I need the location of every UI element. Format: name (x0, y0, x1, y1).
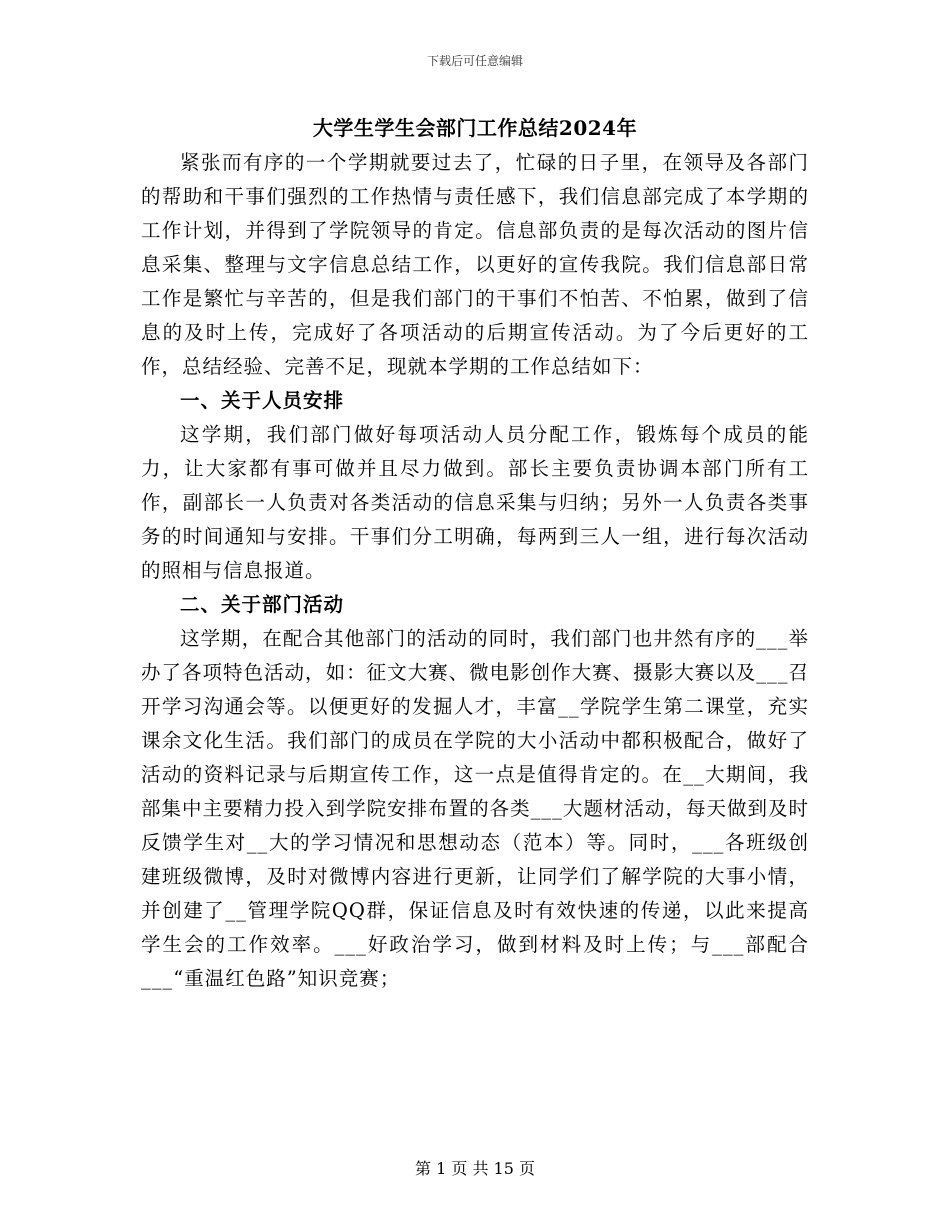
section-heading-activities: 二、关于部门活动 (180, 593, 345, 616)
document-body (141, 146, 809, 996)
section-heading-staffing: 一、关于人员安排 (180, 389, 345, 412)
page-number-footer: 第 1 页 共 15 页 (415, 1159, 535, 1178)
intro-paragraph: 紧张而有序的一个学期就要过去了，忙碌的日子里，在领导及各部门的帮助和干事们强烈的工作热情与责任感下，我们信息部完成了本学期的工作计划，并得到了学院领导的肯定。信息部负责的是每次活动的图片信息采集、整理与文字信息总结工作，以更好的宣传我院。我们信息部日常工作是繁忙与辛苦的，但是我们部门的干事们不怕苦、不怕累，做到了信息的及时上传，完成好了各项活动的后期宣传活动。为了今后更好的工作，总结经验、完善不足，现就本学期的工作总结如下： (141, 151, 809, 378)
activities-paragraph: 这学期，在配合其他部门的活动的同时，我们部门也井然有序的___举办了各项特色活动，如：征文大赛、微电影创作大赛、摄影大赛以及___召开学习沟通会等。以便更好的发掘人才，丰富__学院学生第二课堂，充实课余文化生活。我们部门的成员在学院的大小活动中都积极配合，做好了活动的资料记录与后期宣传工作，这一点是值得肯定的。在__大期间，我部集中主要精力投入到学院安排布置的各类___大题材活动，每天做到及时反馈学生对__大的学习情况和思想动态（范本）等。同时，___各班级创建班级微博，及时对微博内容进行更新，让同学们了解学院的大事小情，并创建了__管理学院QQ群，保证信息及时有效快速的传递，以此来提高学生会的工作效率。___好政治学习，做到材料及时上传；与___部配合___“重温红色路”知识竞赛； (141, 627, 809, 990)
document-title: 大学生学生会部门工作总结2024年 (312, 116, 638, 140)
header-note: 下载后可任意编辑 (426, 54, 523, 68)
staffing-paragraph: 这学期，我们部门做好每项活动人员分配工作，锻炼每个成员的能力，让大家都有事可做并且尽力做到。部长主要负责协调本部门所有工作，副部长一人负责对各类活动的信息采集与归纳；另外一人负责各类事务的时间通知与安排。干事们分工明确，每两到三人一组，进行每次活动的照相与信息报道。 (141, 423, 809, 582)
